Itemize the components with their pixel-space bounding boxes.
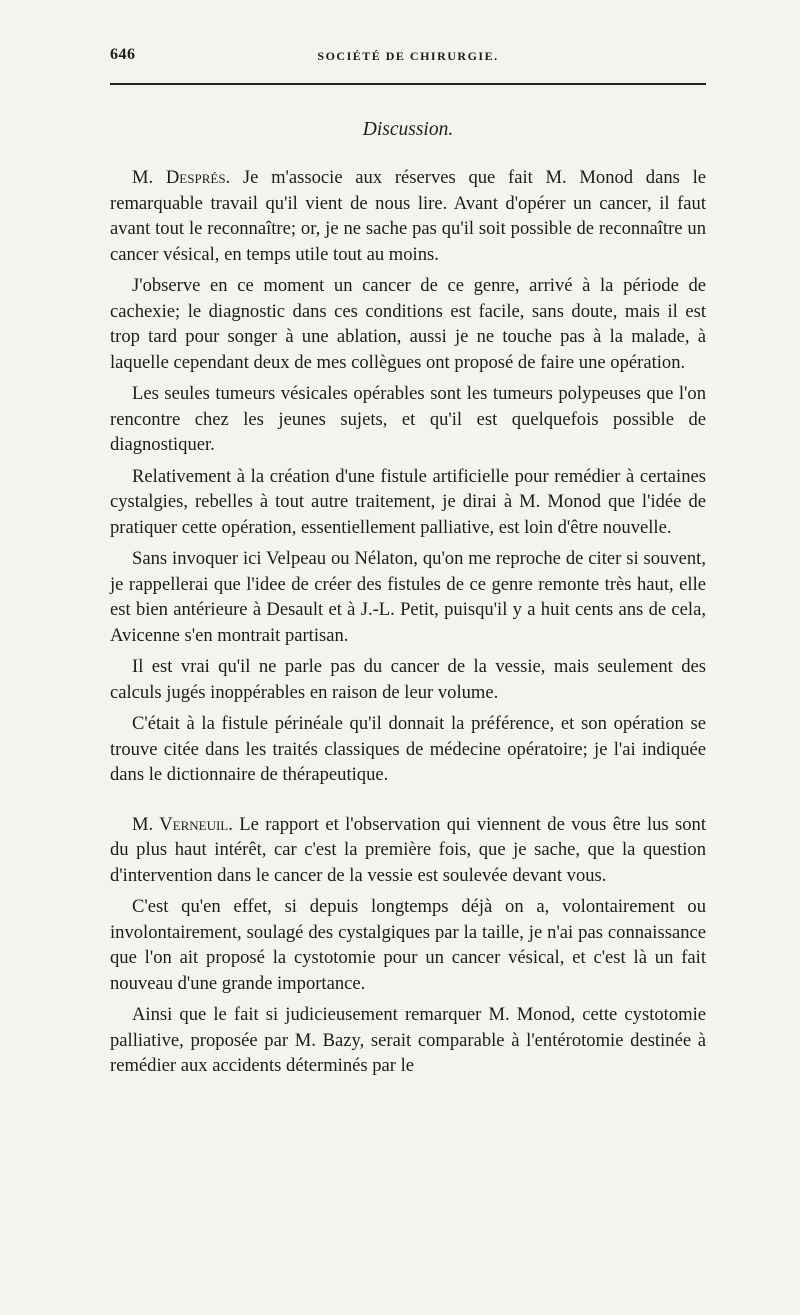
paragraph: C'était à la fistule périnéale qu'il donnait la préférence, et son opération se trouve citée dans les traités classiques de médecine opératoire; je l'ai indiquée dans le dictionnaire de thérapeutique. xyxy=(110,713,706,785)
header-rule xyxy=(110,83,706,85)
paragraph: Les seules tumeurs vésicales opérables sont les tumeurs polypeuses que l'on rencontre chez les jeunes sujets, et qu'il est quelquefois possible de diagnostiquer. xyxy=(110,383,706,455)
page-number: 646 xyxy=(110,46,136,63)
page-body xyxy=(110,117,706,1085)
paragraph: C'est qu'en effet, si depuis longtemps déjà on a, volontairement ou involontairement, soulagé des cystalgiques par la taille, je n'ai pas connaissance que l'on ait proposé la cystotomie pour un cancer vésical, et c'est là un fait nouveau d'une grande importance. xyxy=(110,896,706,994)
speaker-name: M. Després. xyxy=(132,167,231,188)
paragraph: Ainsi que le fait si judicieusement remarquer M. Monod, cette cystotomie palliative, proposée par M. Bazy, serait comparable à l'entérotomie destinée à remédier aux accidents déterminés par le xyxy=(110,1004,706,1076)
paragraph-verneuil-intro xyxy=(110,812,706,889)
paragraph: Sans invoquer ici Velpeau ou Nélaton, qu'on me reproche de citer si souvent, je rappellerai que l'idee de créer des fistules de ce genre remonte très haut, elle est bien antérieure à Desault et à J.-L. Petit, puisqu'il y a huit cents ans de cela, Avicenne s'en montrait partisan. xyxy=(110,548,706,646)
paragraph-despres-intro xyxy=(110,165,706,267)
paragraph: Il est vrai qu'il ne parle pas du cancer de la vessie, mais seulement des calculs jugés inoppérables en raison de leur volume. xyxy=(110,656,706,703)
paragraph: Relativement à la création d'une fistule artificielle pour remédier à certaines cystalgies, rebelles à tout autre traitement, je dirai à M. Monod que l'idée de pratiquer cette opération, essentiellement palliative, est loin d'être nouvelle. xyxy=(110,465,706,538)
page-header xyxy=(110,46,706,70)
section-title: Discussion. xyxy=(362,119,454,140)
paragraph-text: Le rapport et l'observation qui viennent de vous être lus sont du plus haut intérêt, car c'est la première fois, que je sache, que la question d'intervention dans le cancer de la vessie est soulevée devant vous. xyxy=(110,813,707,886)
speaker-name: M. Verneuil. xyxy=(132,813,233,835)
paragraph: J'observe en ce moment un cancer de ce genre, arrivé à la période de cachexie; le diagnostic dans ces conditions est facile, sans doute, mais il est trop tard pour songer à une ablation, aussi je ne touche pas à la malade, à laquelle cependant deux de mes collègues ont proposé de faire une opération. xyxy=(110,275,706,373)
paragraph-text: Je m'associe aux réserves que fait M. Monod dans le remarquable travail qu'il vient de nous lire. Avant d'opérer un cancer, il faut avant tout le reconnaître; or, je ne sache pas qu'il soit possible de reconnaître un cancer vésical, en temps utile tout au moins. xyxy=(110,167,706,265)
running-title: SOCIÉTÉ DE CHIRURGIE. xyxy=(317,49,499,63)
